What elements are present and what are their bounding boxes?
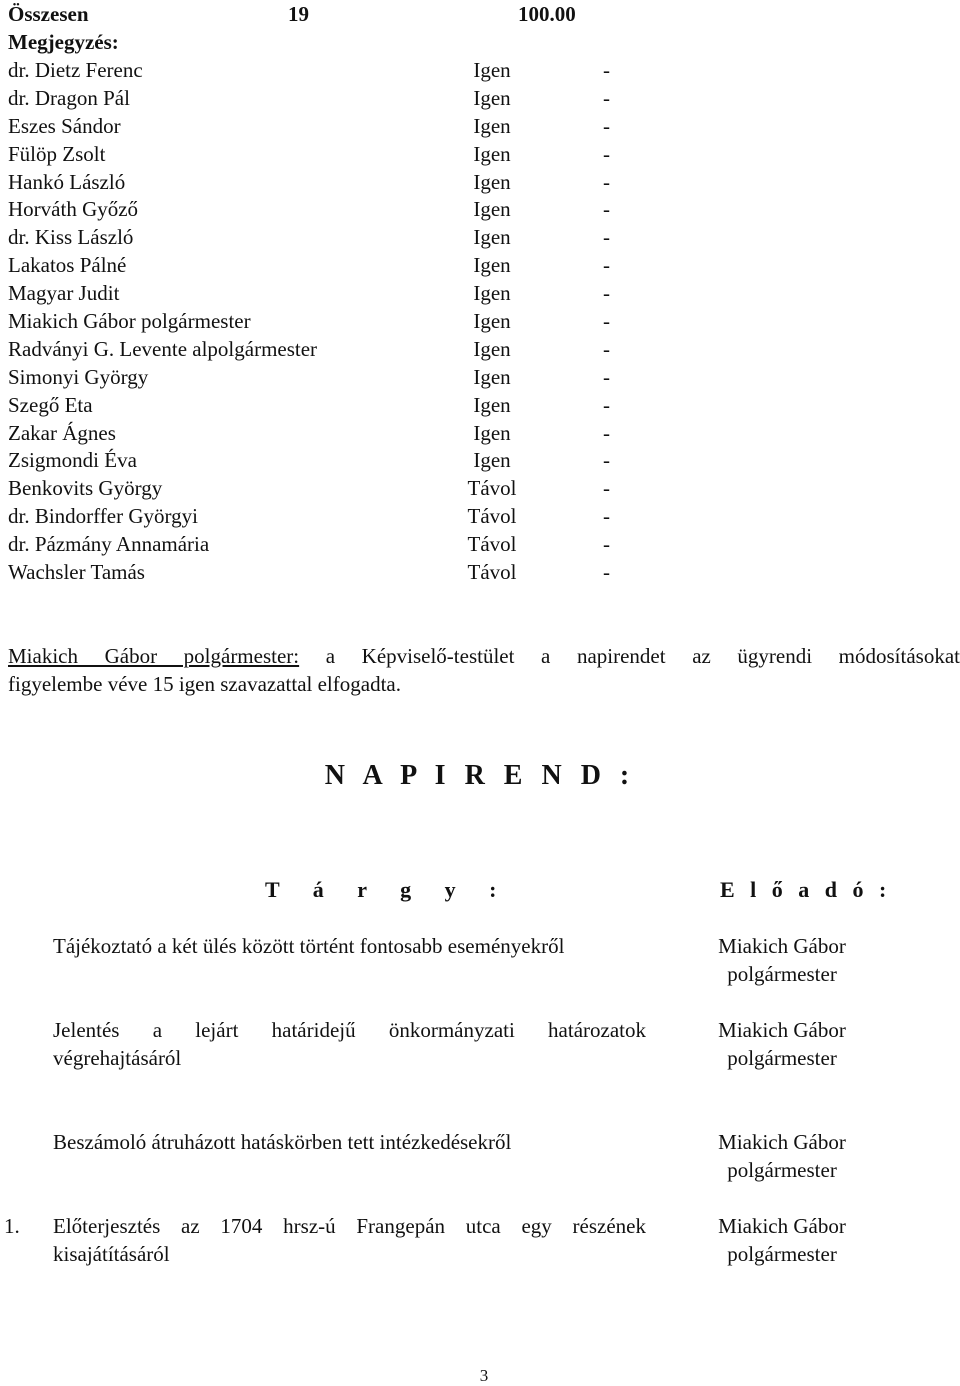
vote-row xyxy=(0,251,960,279)
vote-member-name: dr. Dietz Ferenc xyxy=(8,58,143,82)
vote-value: Távol xyxy=(467,560,517,585)
agenda-title: N A P I R E N D : xyxy=(324,760,636,791)
vote-row xyxy=(0,112,960,140)
vote-value: Igen xyxy=(473,169,511,194)
vote-member-name: Radványi G. Levente alpolgármester xyxy=(8,336,318,361)
vote-member-name: Horváth Győző xyxy=(8,197,139,222)
vote-extra: - xyxy=(603,169,610,194)
agenda-item-presenter-line: Miakich Gábor xyxy=(718,1214,846,1238)
summary-total-percent: 100.00 xyxy=(518,2,576,26)
vote-member-name: Simonyi György xyxy=(8,364,149,389)
vote-row xyxy=(0,419,960,447)
agenda-item-presenter xyxy=(700,1128,864,1184)
vote-member-name: Eszes Sándor xyxy=(8,113,121,138)
vote-list xyxy=(0,56,960,586)
vote-row xyxy=(0,140,960,168)
vote-extra: - xyxy=(603,225,610,250)
agenda-item-presenter-line: Miakich Gábor xyxy=(718,1130,846,1154)
agenda-item-subject xyxy=(53,1128,646,1156)
vote-value: Igen xyxy=(473,392,511,417)
presenter-column-header: E l ő a d ó : xyxy=(720,877,892,902)
vote-value: Igen xyxy=(473,141,511,166)
agenda-item-presenter xyxy=(700,1212,864,1268)
vote-member-name: dr. Kiss László xyxy=(8,225,134,250)
vote-extra: - xyxy=(603,141,610,166)
agenda-item-subject-line: Jelentés a lejárt határidejű önkormányzati határozatok xyxy=(53,1018,646,1042)
vote-extra: - xyxy=(603,113,610,138)
vote-value: Igen xyxy=(473,85,511,110)
decision-line-1 xyxy=(8,642,960,670)
vote-extra: - xyxy=(603,58,610,82)
agenda-item-presenter-line: Miakich Gábor xyxy=(718,1018,846,1042)
vote-row xyxy=(0,195,960,223)
vote-row xyxy=(0,558,960,586)
vote-value: Igen xyxy=(473,225,511,250)
vote-member-name: Zakar Ágnes xyxy=(8,420,116,445)
vote-row xyxy=(0,223,960,251)
vote-value: Igen xyxy=(473,420,511,445)
vote-row xyxy=(0,446,960,474)
vote-value: Távol xyxy=(467,476,517,501)
vote-value: Igen xyxy=(473,58,511,82)
vote-value: Igen xyxy=(473,253,511,278)
vote-value: Igen xyxy=(473,197,511,222)
vote-extra: - xyxy=(603,504,610,529)
agenda-item-subject xyxy=(53,932,646,960)
decision-paragraph xyxy=(8,642,960,698)
agenda-item-presenter-line: polgármester xyxy=(727,962,837,986)
agenda-item-presenter-line: polgármester xyxy=(727,1242,837,1266)
vote-member-name: Szegő Eta xyxy=(8,392,93,417)
agenda-item-presenter-line: polgármester xyxy=(727,1046,837,1070)
vote-value: Igen xyxy=(473,336,511,361)
vote-extra: - xyxy=(603,85,610,110)
vote-extra: - xyxy=(603,309,610,334)
agenda-item-subject-line: végrehajtásáról xyxy=(53,1046,182,1070)
vote-extra: - xyxy=(603,197,610,222)
agenda-item-presenter xyxy=(700,1016,864,1072)
note-label: Megjegyzés: xyxy=(8,30,119,54)
vote-extra: - xyxy=(603,364,610,389)
vote-member-name: Zsigmondi Éva xyxy=(8,448,137,473)
vote-extra: - xyxy=(603,448,610,473)
vote-extra: - xyxy=(603,560,610,585)
decision-line-2: figyelembe véve 15 igen szavazattal elfogadta. xyxy=(8,672,401,696)
vote-row xyxy=(0,84,960,112)
vote-row xyxy=(0,307,960,335)
vote-row xyxy=(0,474,960,502)
vote-extra: - xyxy=(603,281,610,306)
agenda-item-subject-line: Tájékoztató a két ülés között történt fontosabb eseményekről xyxy=(53,934,565,958)
vote-member-name: dr. Bindorffer Györgyi xyxy=(8,504,198,529)
agenda-item-presenter-line: Miakich Gábor xyxy=(718,934,846,958)
vote-value: Igen xyxy=(473,364,511,389)
vote-member-name: Fülöp Zsolt xyxy=(8,141,106,166)
subject-column-header: T á r g y : xyxy=(265,877,511,902)
agenda-item-number: 1. xyxy=(4,1214,20,1238)
vote-row xyxy=(0,279,960,307)
agenda-item-subject-line: Előterjesztés az 1704 hrsz-ú Frangepán utca egy részének xyxy=(53,1214,646,1238)
vote-member-name: dr. Pázmány Annamária xyxy=(8,532,210,557)
vote-row xyxy=(0,168,960,196)
vote-value: Távol xyxy=(467,504,517,529)
decision-speaker: Miakich Gábor polgármester: xyxy=(8,644,300,668)
vote-value: Igen xyxy=(473,309,511,334)
agenda-item-subject-line: kisajátításáról xyxy=(53,1242,170,1266)
agenda-item-subject-line: Beszámoló átruházott hatáskörben tett intézkedésekről xyxy=(53,1130,512,1154)
vote-value: Igen xyxy=(473,448,511,473)
page-number: 3 xyxy=(479,1366,489,1385)
vote-row xyxy=(0,391,960,419)
vote-extra: - xyxy=(603,476,610,501)
summary-total-label: Összesen xyxy=(8,2,89,26)
decision-text-1: a Képviselő-testület a napirendet az ügyrendi módosításokat xyxy=(325,644,960,668)
agenda-item-presenter xyxy=(700,932,864,988)
vote-value: Igen xyxy=(473,113,511,138)
vote-row xyxy=(0,335,960,363)
vote-member-name: Benkovits György xyxy=(8,476,163,501)
vote-member-name: Lakatos Pálné xyxy=(8,253,127,278)
vote-row xyxy=(0,502,960,530)
agenda-item-subject xyxy=(53,1212,646,1268)
vote-extra: - xyxy=(603,336,610,361)
vote-value: Távol xyxy=(467,532,517,557)
vote-member-name: Miakich Gábor polgármester xyxy=(8,309,251,334)
vote-row xyxy=(0,56,960,84)
vote-member-name: Wachsler Tamás xyxy=(8,560,145,585)
vote-extra: - xyxy=(603,392,610,417)
vote-value: Igen xyxy=(473,281,511,306)
vote-row xyxy=(0,530,960,558)
summary-total-count: 19 xyxy=(288,2,309,26)
vote-extra: - xyxy=(603,253,610,278)
agenda-item-subject xyxy=(53,1016,646,1072)
vote-member-name: Hankó László xyxy=(8,169,126,194)
agenda-item-presenter-line: polgármester xyxy=(727,1158,837,1182)
vote-extra: - xyxy=(603,420,610,445)
vote-extra: - xyxy=(603,532,610,557)
vote-row xyxy=(0,363,960,391)
vote-member-name: dr. Dragon Pál xyxy=(8,85,130,110)
vote-member-name: Magyar Judit xyxy=(8,281,120,306)
